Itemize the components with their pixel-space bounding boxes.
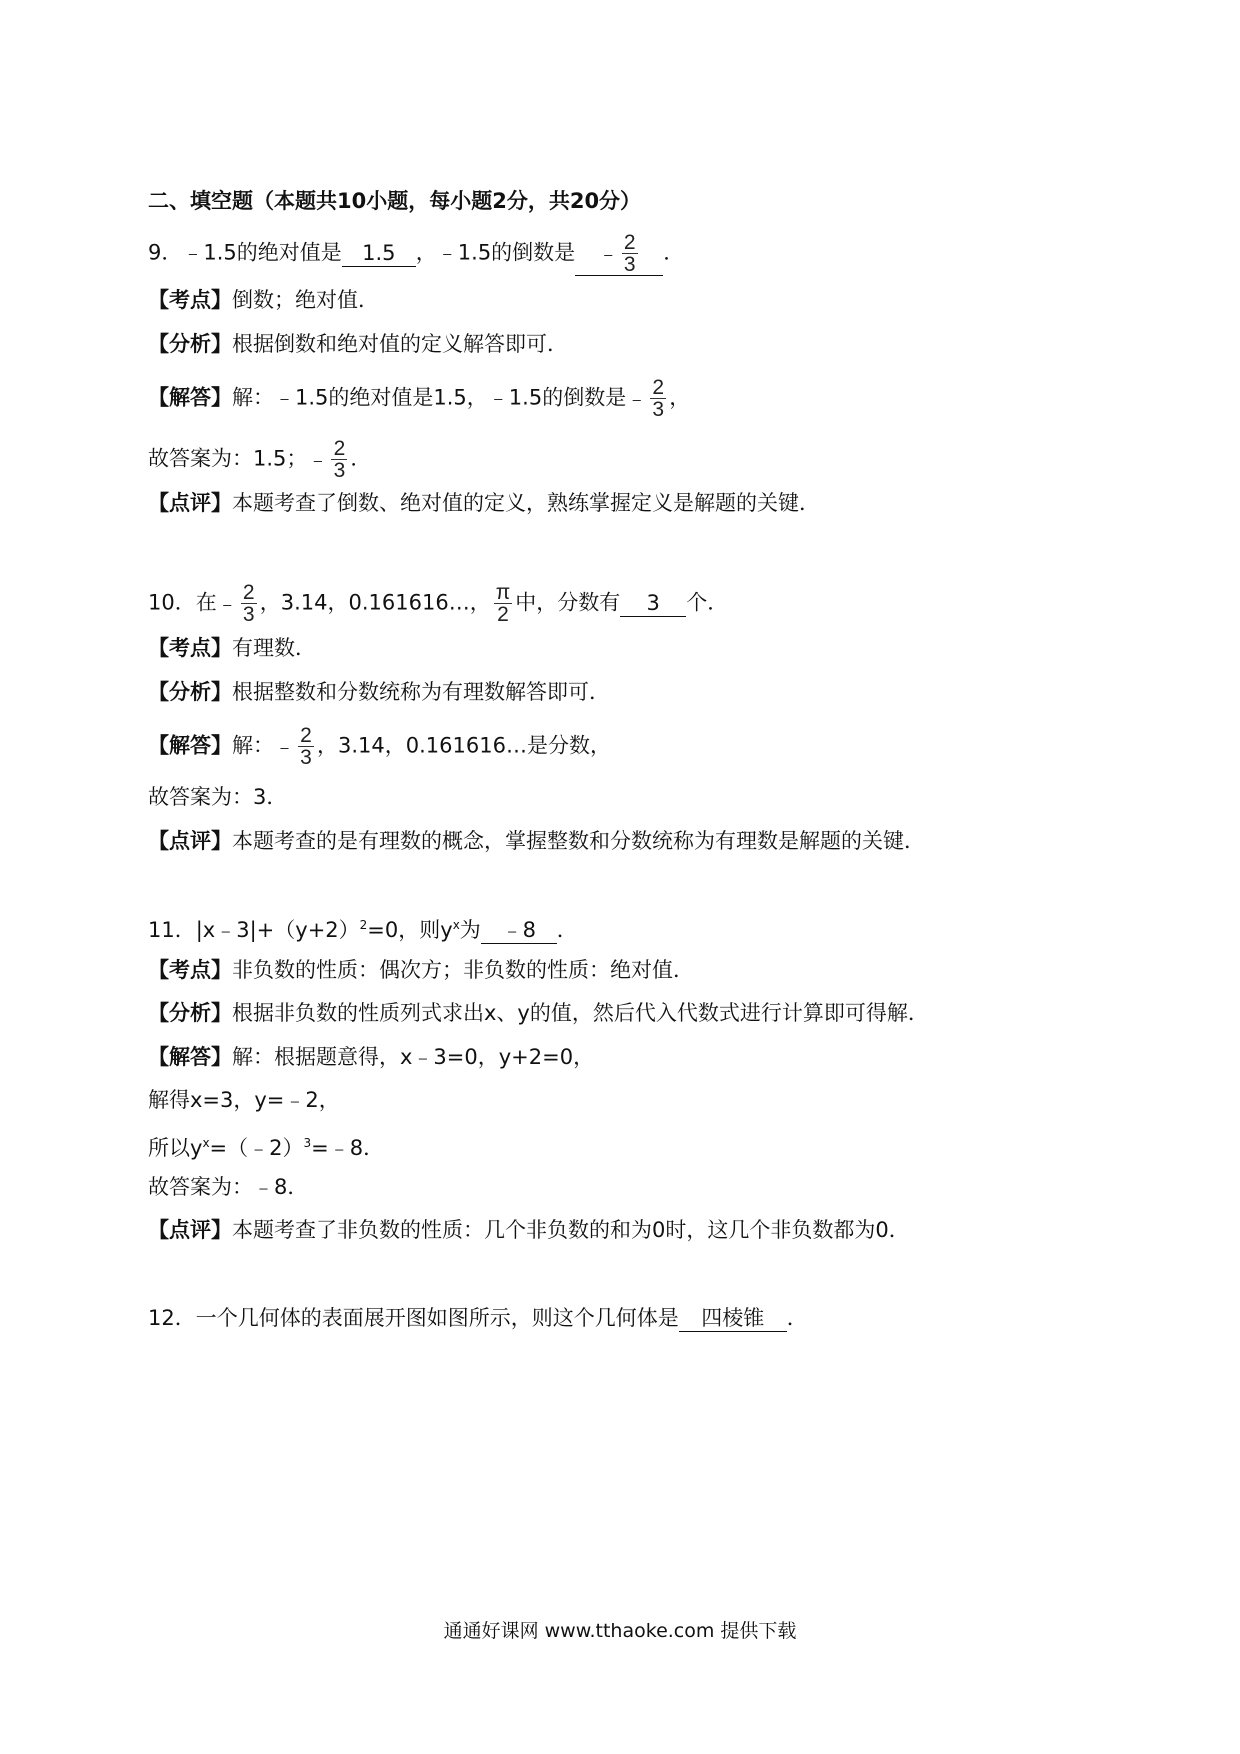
q10-kaodian — [148, 633, 316, 663]
so-text-end: =﹣8． — [311, 1136, 385, 1160]
q10-dianping — [148, 826, 925, 856]
q11-text-3: 为 — [459, 918, 481, 942]
question-10 — [148, 582, 728, 625]
q11-answer — [148, 1172, 308, 1202]
dianping-tag: 【点评】 — [148, 829, 232, 853]
jieda-text: 解： — [232, 733, 274, 758]
q9-fenxi — [148, 329, 568, 359]
q9-text-3: ． — [663, 240, 685, 265]
jieda-text-end: ，3.14，0.161616…是分数， — [317, 733, 611, 758]
q10-text-2: 中，分数有 — [515, 590, 621, 615]
jieda-tag: 【解答】 — [148, 733, 232, 758]
q10-number: 10．在 — [148, 590, 217, 615]
kaodian-tag: 【考点】 — [148, 958, 232, 982]
fraction-denominator: 3 — [333, 459, 346, 482]
kaodian-tag: 【考点】 — [148, 288, 232, 312]
fraction — [298, 725, 314, 768]
fraction — [650, 377, 666, 420]
dianping-text: 本题考查了倒数、绝对值的定义，熟练掌握定义是解题的关键． — [232, 491, 820, 515]
minus-sign: ﹣ — [274, 734, 295, 759]
dianping-text: 本题考查的是有理数的概念，掌握整数和分数统称为有理数是解题的关键． — [232, 829, 925, 853]
exponent: x — [452, 918, 460, 932]
fenxi-text: 根据整数和分数统称为有理数解答即可． — [232, 680, 610, 704]
exponent: 2 — [359, 918, 368, 932]
minus-sign: ﹣ — [597, 241, 619, 266]
minus-sign: ﹣ — [307, 447, 329, 472]
jieda-text: 解：根据题意得，x﹣3=0，y+2=0， — [232, 1045, 595, 1069]
exponent: 3 — [303, 1136, 312, 1150]
q10-jieda — [148, 725, 611, 768]
q11-so — [148, 1128, 384, 1163]
q9-answer-blank-2 — [575, 232, 663, 276]
answer-text: 故答案为：﹣8． — [148, 1175, 309, 1199]
q10-text-1: ，3.14，0.161616…， — [259, 590, 491, 615]
fraction-numerator: 2 — [652, 376, 665, 399]
q10-answer-blank: 3 — [620, 590, 686, 617]
jieda-text: 解：﹣1.5的绝对值是1.5，﹣1.5的倒数是 — [232, 385, 627, 410]
solve-text: 解得x=3，y=﹣2， — [148, 1088, 340, 1112]
q9-jieda — [148, 377, 690, 420]
fraction-numerator: 2 — [300, 724, 312, 747]
q10-fenxi — [148, 677, 610, 707]
q9-answer-blank-1: 1.5 — [342, 240, 416, 267]
fraction-denominator: 3 — [623, 253, 636, 276]
q9-text-1: ﹣1.5的绝对值是 — [182, 240, 342, 265]
q9-dianping — [148, 488, 820, 518]
question-9 — [148, 232, 684, 276]
q10-text-3: 个． — [686, 590, 729, 615]
page-footer: 通通好课网 www.tthaoke.com 提供下载 — [443, 1620, 797, 1642]
fraction-denominator: 3 — [300, 746, 312, 769]
kaodian-tag: 【考点】 — [148, 636, 232, 660]
exponent: x — [202, 1136, 210, 1150]
answer-end: ． — [350, 446, 372, 471]
fraction — [331, 438, 347, 481]
fenxi-tag: 【分析】 — [148, 332, 232, 356]
q11-solve — [148, 1085, 340, 1115]
q11-fenxi — [148, 998, 929, 1028]
minus-sign: ﹣ — [626, 386, 648, 411]
q12-answer-blank: 四棱锥 — [679, 1305, 787, 1332]
answer-text: 故答案为：3． — [148, 785, 288, 809]
question-12 — [148, 1303, 808, 1333]
fraction — [622, 232, 638, 275]
q9-number: 9． — [148, 240, 183, 265]
kaodian-text: 倒数；绝对值． — [232, 288, 379, 312]
minus-sign: ﹣ — [216, 591, 238, 616]
fraction — [241, 582, 257, 625]
q12-text-1: 一个几何体的表面展开图如图所示，则这个几何体是 — [195, 1306, 679, 1330]
q11-text-2: =0，则y — [367, 918, 453, 942]
answer-text: 故答案为：1.5； — [148, 446, 308, 471]
dianping-tag: 【点评】 — [148, 1218, 232, 1242]
fenxi-tag: 【分析】 — [148, 1001, 232, 1025]
fraction-denominator: 3 — [652, 398, 665, 421]
question-11 — [148, 910, 578, 945]
fraction-numerator: 2 — [242, 581, 255, 604]
q11-number: 11． — [148, 918, 196, 942]
fraction-denominator: 3 — [242, 603, 255, 626]
q12-text-2: ． — [786, 1306, 808, 1330]
fenxi-text: 根据非负数的性质列式求出x、y的值，然后代入代数式进行计算即可得解． — [232, 1001, 929, 1025]
q9-text-2: ，﹣1.5的倒数是 — [415, 240, 576, 265]
kaodian-text: 有理数． — [232, 636, 316, 660]
fenxi-text: 根据倒数和绝对值的定义解答即可． — [232, 332, 568, 356]
q9-answer — [148, 438, 371, 481]
fraction-pi — [494, 582, 513, 625]
jieda-end: ， — [669, 385, 691, 410]
q11-text-1: |x﹣3|+（y+2） — [195, 918, 360, 942]
q11-dianping — [148, 1215, 910, 1245]
fraction-numerator: 2 — [623, 231, 636, 254]
jieda-tag: 【解答】 — [148, 1045, 232, 1069]
dianping-text: 本题考查了非负数的性质：几个非负数的和为0时，这几个非负数都为0． — [232, 1218, 910, 1242]
q12-number: 12． — [148, 1306, 196, 1330]
section-title: 二、填空题（本题共10小题，每小题2分，共20分） — [148, 189, 642, 213]
so-text-mid: =（﹣2） — [209, 1136, 304, 1160]
fraction-numerator: 2 — [333, 437, 346, 460]
q11-kaodian — [148, 955, 694, 985]
q10-answer — [148, 782, 287, 812]
fenxi-tag: 【分析】 — [148, 680, 232, 704]
kaodian-text: 非负数的性质：偶次方；非负数的性质：绝对值． — [232, 958, 694, 982]
dianping-tag: 【点评】 — [148, 491, 232, 515]
q9-kaodian — [148, 285, 379, 315]
q11-text-4: ． — [556, 918, 578, 942]
q11-jieda — [148, 1042, 594, 1072]
jieda-tag: 【解答】 — [148, 385, 232, 410]
q11-answer-blank: ﹣8 — [481, 917, 557, 944]
fraction-numerator: π — [495, 581, 511, 604]
so-text: 所以y — [148, 1136, 203, 1160]
fraction-denominator: 2 — [497, 603, 509, 626]
